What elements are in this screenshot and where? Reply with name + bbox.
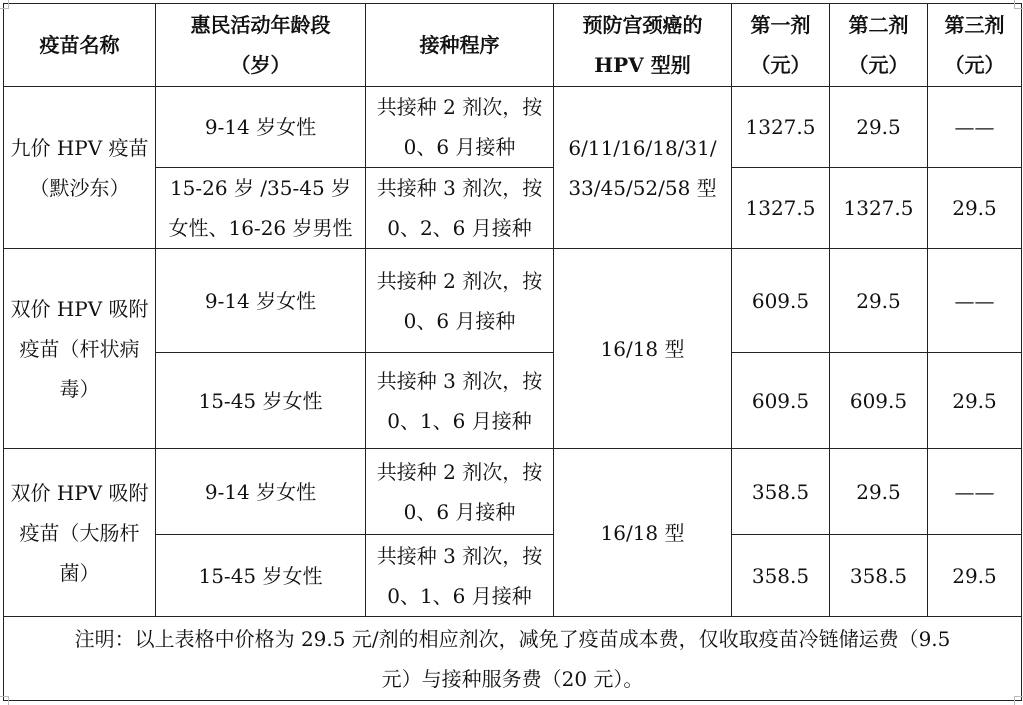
- age-group-cell: 15-26 岁 /35-45 岁 女性、16-26 岁男性: [156, 168, 366, 249]
- schedule-cell: 共接种 2 剂次，按 0、6 月接种: [366, 87, 554, 168]
- dose3-price: 29.5: [928, 535, 1022, 617]
- corner-mark: [1014, 696, 1023, 705]
- vaccine-price-table: [3, 3, 1022, 701]
- table-row: [4, 353, 1022, 449]
- header-vaccine-name: 疫苗名称: [4, 4, 156, 87]
- age-group-cell: 15-45 岁女性: [156, 535, 366, 617]
- vaccine-name-cell: 九价 HPV 疫苗 （默沙东）: [4, 87, 156, 249]
- dose3-price: 29.5: [928, 353, 1022, 449]
- dose3-price: ——: [928, 449, 1022, 535]
- corner-mark: [0, 0, 9, 9]
- hpv-types-cell: 6/11/16/18/31/ 33/45/52/58 型: [554, 87, 732, 249]
- header-dose1: 第一剂 （元）: [732, 4, 830, 87]
- header-hpv-types: 预防宫颈癌的 HPV 型别: [554, 4, 732, 87]
- dose1-price: 609.5: [732, 353, 830, 449]
- age-group-cell: 9-14 岁女性: [156, 449, 366, 535]
- corner-mark: [0, 696, 9, 705]
- note-row: [4, 617, 1022, 701]
- dose3-price: ——: [928, 249, 1022, 353]
- dose2-price: 29.5: [830, 449, 928, 535]
- footnote: 注明：以上表格中价格为 29.5 元/剂的相应剂次，减免了疫苗成本费，仅收取疫苗冷链储运费（9.5 元）与接种服务费（20 元）。: [4, 617, 1022, 701]
- dose2-price: 29.5: [830, 249, 928, 353]
- dose3-price: ——: [928, 87, 1022, 168]
- dose1-price: 1327.5: [732, 87, 830, 168]
- header-dose2: 第二剂 （元）: [830, 4, 928, 87]
- table-row: [4, 249, 1022, 353]
- dose1-price: 358.5: [732, 535, 830, 617]
- vaccine-name-cell: 双价 HPV 吸附 疫苗（大肠杆 菌）: [4, 449, 156, 617]
- age-group-cell: 15-45 岁女性: [156, 353, 366, 449]
- table-row: [4, 168, 1022, 249]
- schedule-cell: 共接种 3 剂次，按 0、2、6 月接种: [366, 168, 554, 249]
- header-dose3: 第三剂 （元）: [928, 4, 1022, 87]
- corner-mark: [1014, 0, 1023, 9]
- dose1-price: 358.5: [732, 449, 830, 535]
- table-row: [4, 449, 1022, 535]
- schedule-cell: 共接种 3 剂次，按 0、1、6 月接种: [366, 535, 554, 617]
- schedule-cell: 共接种 3 剂次，按 0、1、6 月接种: [366, 353, 554, 449]
- dose1-price: 609.5: [732, 249, 830, 353]
- age-group-cell: 9-14 岁女性: [156, 249, 366, 353]
- schedule-cell: 共接种 2 剂次，按 0、6 月接种: [366, 449, 554, 535]
- header-age-group: 惠民活动年龄段 （岁）: [156, 4, 366, 87]
- header-row: [4, 4, 1022, 87]
- vaccine-name-cell: 双价 HPV 吸附 疫苗（杆状病 毒）: [4, 249, 156, 449]
- header-schedule: 接种程序: [366, 4, 554, 87]
- age-group-cell: 9-14 岁女性: [156, 87, 366, 168]
- dose2-price: 1327.5: [830, 168, 928, 249]
- table-row: [4, 535, 1022, 617]
- dose3-price: 29.5: [928, 168, 1022, 249]
- dose2-price: 609.5: [830, 353, 928, 449]
- hpv-types-cell: 16/18 型: [554, 449, 732, 617]
- table-row: [4, 87, 1022, 168]
- dose2-price: 358.5: [830, 535, 928, 617]
- schedule-cell: 共接种 2 剂次，按 0、6 月接种: [366, 249, 554, 353]
- dose1-price: 1327.5: [732, 168, 830, 249]
- dose2-price: 29.5: [830, 87, 928, 168]
- hpv-types-cell: 16/18 型: [554, 249, 732, 449]
